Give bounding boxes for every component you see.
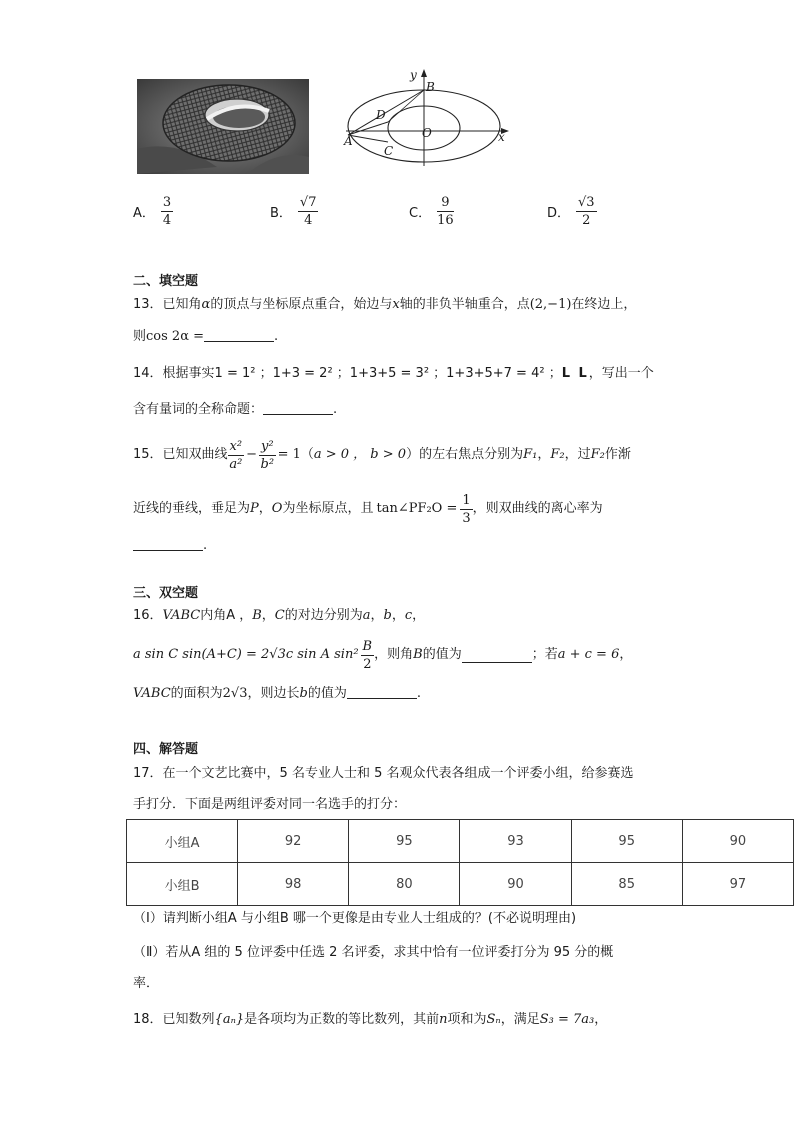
q16-text: 的面积为 xyxy=(170,686,223,701)
q13-text: . xyxy=(274,329,279,344)
q15-text: ，过 xyxy=(564,447,591,462)
point-b-label: B xyxy=(426,80,435,94)
point-d-label: D xyxy=(376,108,386,122)
q16-var: b xyxy=(383,608,392,623)
q15-frac-num: 1 xyxy=(462,492,471,508)
q15-text: . xyxy=(203,538,208,553)
q17-line2: 手打分．下面是两组评委对同一名选手的打分： xyxy=(133,797,407,812)
q15-tan: tan∠PF₂O = xyxy=(376,501,458,516)
q15-text: ）的左右焦点分别为 xyxy=(406,447,524,462)
q16-text: 16． xyxy=(133,608,163,623)
choice-b-num: √7 xyxy=(299,195,317,210)
table-row xyxy=(127,863,794,906)
choice-a-letter: A． xyxy=(133,206,155,221)
q16-answer-blank-2[interactable] xyxy=(347,684,417,699)
q18-text: 18．已知数列 xyxy=(133,1012,215,1027)
q16-triangle: VABC xyxy=(133,686,171,701)
choice-b-den: 4 xyxy=(304,213,313,228)
q15-frac-num: x² xyxy=(229,438,243,454)
q16-answer-blank-1[interactable] xyxy=(462,648,532,663)
q13-text: 则 xyxy=(133,329,147,344)
section-title-double-fill: 三、双空题 xyxy=(133,586,199,601)
q15-f2: F₂ xyxy=(590,447,605,462)
q14-line2 xyxy=(133,400,337,420)
q15-frac-den: a² xyxy=(229,456,243,472)
table-cell: 小组A xyxy=(127,820,238,863)
q15-text: 15．已知双曲线 xyxy=(133,447,228,462)
q16-text: 的值为 xyxy=(307,686,347,701)
table-cell: 92 xyxy=(238,820,349,863)
q16-line2 xyxy=(133,636,632,674)
q15-text: ，则双曲线的离心率为 xyxy=(472,501,603,516)
q16-text: ，则边长 xyxy=(247,686,300,701)
choice-b-fraction xyxy=(298,196,319,227)
q15-line2 xyxy=(133,490,603,528)
q14-text: 含有量词的全称命题： xyxy=(133,402,264,417)
q13-expr: cos 2α = xyxy=(146,329,205,344)
stadium-photo xyxy=(137,79,309,174)
q14-text: . xyxy=(333,402,338,417)
q18-text: ， xyxy=(594,1012,608,1027)
q15-text: ， xyxy=(537,447,551,462)
q15-frac-x xyxy=(228,440,245,471)
q14-line1 xyxy=(133,364,654,384)
table-cell: 80 xyxy=(349,863,460,906)
q13-x: x xyxy=(392,297,400,312)
choice-c-fraction xyxy=(437,196,454,227)
q15-frac-y xyxy=(259,440,276,471)
q18-cond: S₃ = 7a₃ xyxy=(539,1012,595,1027)
choice-c-num: 9 xyxy=(437,196,454,212)
q15-line1 xyxy=(133,436,631,474)
q16-var: a xyxy=(362,608,371,623)
q16-text: ， xyxy=(261,608,275,623)
choice-b-letter: B． xyxy=(270,206,292,221)
choice-d xyxy=(547,196,597,227)
q18-text: ，满足 xyxy=(500,1012,540,1027)
q18-var: n xyxy=(439,1012,448,1027)
q16-line1 xyxy=(133,606,425,626)
q15-frac-den: 3 xyxy=(462,510,471,526)
q15-text: 作渐 xyxy=(604,447,631,462)
q15-o: O xyxy=(271,501,283,516)
q15-frac-den: b² xyxy=(260,456,275,472)
q17-part1: （Ⅰ）请判断小组A 与小组B 哪一个更像是由专业人士组成的？(不必说明理由) xyxy=(133,911,577,926)
q16-text: ，则角 xyxy=(374,647,414,662)
q16-var: B xyxy=(252,608,262,623)
q17-part2-line2: 率． xyxy=(133,976,160,991)
q16-text: 的对边分别为 xyxy=(284,608,363,623)
q15-text: ， xyxy=(258,501,272,516)
q15-line3 xyxy=(133,536,207,556)
q16-text: 内角A ， xyxy=(200,608,253,623)
q16-text: . xyxy=(416,686,421,701)
choice-d-den: 2 xyxy=(582,213,591,228)
q16-area: 2√3 xyxy=(222,686,248,701)
q18-text: 项和为 xyxy=(447,1012,487,1027)
q18-line1 xyxy=(133,1010,607,1030)
q15-frac-num: y² xyxy=(261,438,274,454)
q18-var: Sₙ xyxy=(486,1012,501,1027)
q17-line1: 17．在一个文艺比赛中，5 名专业人士和 5 名观众代表各组成一个评委小组，给参赛选 xyxy=(133,766,634,781)
q13-line2 xyxy=(133,327,278,347)
q18-sequence: {aₙ} xyxy=(214,1012,245,1027)
q15-text: 为坐标原点，且 xyxy=(282,501,374,516)
q18-text: 是各项均为正数的等比数列，其前 xyxy=(244,1012,440,1027)
q15-minus: − xyxy=(246,447,257,462)
q16-frac-half-b xyxy=(361,640,375,671)
q15-text: 近线的垂线，垂足为 xyxy=(133,501,251,516)
table-cell: 95 xyxy=(571,820,682,863)
point-c-label: C xyxy=(384,144,394,158)
q13-point: (2,−1) xyxy=(529,297,572,312)
q15-cond: a > 0 ， b > 0 xyxy=(313,447,407,462)
x-axis-label: x xyxy=(498,130,505,144)
table-cell: 93 xyxy=(460,820,571,863)
choice-d-num: √3 xyxy=(578,195,595,210)
table-cell: 97 xyxy=(682,863,793,906)
q15-p: P xyxy=(250,501,259,516)
ellipse-diagram xyxy=(342,66,514,168)
q16-var: c xyxy=(404,608,413,623)
q13-answer-blank[interactable] xyxy=(204,327,274,342)
q14-ellipsis: L L xyxy=(561,366,589,381)
q15-f1: F₁ xyxy=(523,447,538,462)
q16-frac-num: B xyxy=(362,638,373,654)
q16-triangle: VABC xyxy=(162,608,201,623)
q16-text: 的值为 xyxy=(422,647,462,662)
table-cell: 95 xyxy=(349,820,460,863)
q16-cond: a + c = 6 xyxy=(557,647,620,662)
q13-line1 xyxy=(133,295,636,315)
q16-text: ， xyxy=(370,608,384,623)
section-title-solutions: 四、解答题 xyxy=(133,742,199,757)
table-cell: 90 xyxy=(460,863,571,906)
q16-text: ， xyxy=(391,608,405,623)
q15-frac-third xyxy=(460,494,472,525)
q17-part2-line1: （Ⅱ）若从A 组的 5 位评委中任选 2 名评委，求其中恰有一位评委打分为 95 分的概 xyxy=(133,945,614,960)
q13-text: 轴的非负半轴重合，点 xyxy=(399,297,530,312)
q15-eq: = 1（ xyxy=(277,447,314,462)
choice-b xyxy=(270,196,318,227)
choice-d-fraction xyxy=(576,196,597,227)
choice-a-num: 3 xyxy=(162,195,172,210)
table-cell: 小组B xyxy=(127,863,238,906)
table-cell: 85 xyxy=(571,863,682,906)
table-row xyxy=(127,820,794,863)
choice-a-fraction xyxy=(161,196,173,227)
q16-line3 xyxy=(133,684,421,704)
table-cell: 90 xyxy=(682,820,793,863)
q16-var: C xyxy=(274,608,285,623)
q16-frac-den: 2 xyxy=(363,656,372,672)
choice-a-den: 4 xyxy=(162,213,172,228)
choice-a xyxy=(133,196,173,227)
choice-d-letter: D． xyxy=(547,206,571,221)
q14-text: ，写出一个 xyxy=(588,366,654,381)
table-cell: 98 xyxy=(238,863,349,906)
q14-text: 14．根据事实1 = 1² ；1+3 = 2² ；1+3+5 = 3² ；1+3+5+7 = 4² ； xyxy=(133,366,562,381)
point-o-label: O xyxy=(422,126,432,140)
q16-var: B xyxy=(413,647,423,662)
point-a-label: A xyxy=(344,134,353,148)
choice-c-den: 16 xyxy=(437,213,454,228)
q15-answer-blank[interactable] xyxy=(133,536,203,551)
q16-expr: a sin C sin(A+C) = 2√3c sin A sin² xyxy=(133,647,359,662)
q13-text: 的顶点与坐标原点重合，始边与 xyxy=(210,297,393,312)
q16-text: ；若 xyxy=(531,647,558,662)
choice-c xyxy=(409,196,454,227)
q16-text: ， xyxy=(412,608,426,623)
q14-answer-blank[interactable] xyxy=(263,400,333,415)
q16-text: ， xyxy=(619,647,633,662)
q13-text: 在终边上， xyxy=(571,297,637,312)
q15-f2: F₂ xyxy=(550,447,565,462)
q13-alpha: α xyxy=(201,297,211,312)
scores-table xyxy=(126,819,794,906)
section-title-fill-in: 二、填空题 xyxy=(133,274,199,289)
y-axis-label: y xyxy=(410,68,417,82)
q13-text: 13．已知角 xyxy=(133,297,202,312)
q16-var: b xyxy=(299,686,308,701)
choice-c-letter: C． xyxy=(409,206,432,221)
